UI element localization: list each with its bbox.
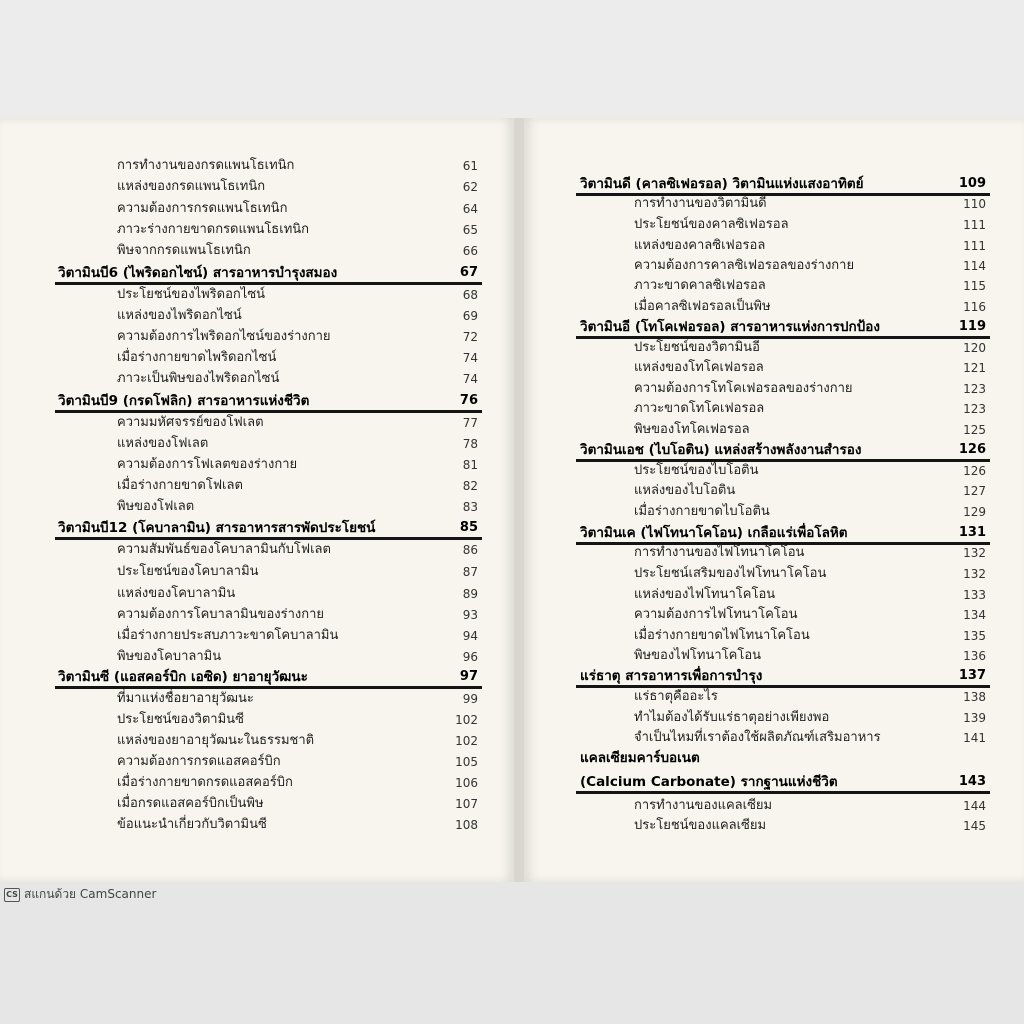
toc-entry-title: แหล่งของไฟโทนาโคโอน	[634, 587, 776, 602]
toc-entry	[117, 369, 478, 389]
toc-chapter-heading	[580, 174, 986, 194]
toc-entry-title: เมื่อร่างกายขาดกรดแอสคอร์บิก	[117, 775, 293, 790]
toc-entry-title: วิตามินบี9 (กรดโฟลิก) สารอาหารแห่งชีวิต	[58, 393, 310, 409]
toc-entry	[117, 689, 478, 709]
left-page	[0, 118, 514, 882]
toc-entry	[117, 562, 478, 582]
toc-entry-title: จำเป็นไหมที่เราต้องใช้ผลิตภัณฑ์เสริมอาหาร	[634, 730, 881, 745]
toc-entry-title: ประโยชน์ของโคบาลามิน	[117, 564, 259, 579]
toc-entry-title: วิตามินอี (โทโคเฟอรอล) สารอาหารแห่งการปกป้อง	[580, 319, 880, 335]
toc-entry-title: ทำไมต้องได้รับแร่ธาตุอย่างเพียงพอ	[634, 710, 830, 725]
toc-entry-title: เมื่อร่างกายประสบภาวะขาดโคบาลามิน	[117, 628, 339, 643]
toc-page-number: 94	[462, 629, 478, 643]
toc-entry-title: วิตามินซี (แอสคอร์บิก เอซิด) ยาอายุวัฒนะ	[58, 669, 308, 685]
toc-entry-title: พิษของโคบาลามิน	[117, 649, 222, 664]
toc-entry-title: ภาวะร่างกายขาดกรดแพนโธเทนิก	[117, 222, 310, 237]
toc-entry-title: วิตามินบี6 (ไพริดอกไซน์) สารอาหารบำรุงสมอง	[58, 265, 338, 281]
toc-page-number: 116	[963, 300, 986, 314]
toc-entry	[634, 256, 986, 276]
toc-entry-title: วิตามินบี12 (โคบาลามิน) สารอาหารสารพัดประโยชน์	[58, 520, 376, 536]
toc-entry-title: แคลเซียมคาร์บอเนต	[580, 750, 700, 766]
toc-entry-title: (Calcium Carbonate) รากฐานแห่งชีวิต	[580, 774, 838, 790]
toc-entry-title: พิษของโฟเลต	[117, 499, 195, 514]
background-bottom	[0, 882, 1024, 1024]
toc-entry-title: เมื่อคาลซิเฟอรอลเป็นพิษ	[634, 299, 771, 314]
toc-entry	[634, 543, 986, 563]
toc-entry-title: ประโยชน์ของคาลซิเฟอรอล	[634, 217, 789, 232]
toc-page-number: 127	[963, 484, 986, 498]
toc-entry-title: แหล่งของไบโอติน	[634, 483, 736, 498]
toc-entry	[634, 276, 986, 296]
toc-entry-title: ประโยชน์ของไพริดอกไซน์	[117, 287, 266, 302]
right-page	[524, 118, 1024, 882]
heading-rule	[576, 791, 990, 794]
toc-entry	[117, 220, 478, 240]
toc-page-number: 108	[455, 818, 478, 832]
toc-entry	[634, 564, 986, 584]
toc-entry	[117, 626, 478, 646]
toc-entry-title: แร่ธาตุคืออะไร	[634, 689, 718, 704]
toc-entry	[634, 626, 986, 646]
toc-entry-title: แหล่งของโคบาลามิน	[117, 586, 236, 601]
toc-page-number: 137	[958, 668, 986, 683]
toc-page-number: 114	[963, 259, 986, 273]
toc-entry-title: แหล่งของโฟเลต	[117, 436, 209, 451]
toc-entry-title: การทำงานของวิตามินดี	[634, 196, 767, 211]
toc-entry	[634, 420, 986, 440]
toc-page-number: 123	[963, 402, 986, 416]
toc-page-number: 126	[963, 464, 986, 478]
toc-page-number: 107	[455, 797, 478, 811]
toc-entry-title: พิษของโทโคเฟอรอล	[634, 422, 750, 437]
toc-entry-title: แหล่งของโทโคเฟอรอล	[634, 360, 764, 375]
book-gutter	[514, 118, 524, 882]
toc-entry-title: แหล่งของไพริดอกไซน์	[117, 308, 242, 323]
toc-entry-title: เมื่อกรดแอสคอร์บิกเป็นพิษ	[117, 796, 264, 811]
toc-entry	[634, 687, 986, 707]
toc-page-number: 97	[459, 669, 478, 684]
toc-chapter-heading	[58, 518, 478, 538]
toc-page-number: 85	[459, 520, 478, 535]
toc-entry-title: ภาวะเป็นพิษของไพริดอกไซน์	[117, 371, 280, 386]
toc-entry-title: ประโยชน์เสริมของไฟโทนาโคโอน	[634, 566, 827, 581]
toc-entry-title: เมื่อร่างกายขาดไพริดอกไซน์	[117, 350, 277, 365]
toc-chapter-heading	[580, 317, 986, 337]
toc-page-number: 132	[963, 567, 986, 581]
toc-entry	[117, 476, 478, 496]
toc-entry	[634, 194, 986, 214]
toc-entry	[634, 605, 986, 625]
toc-entry	[117, 348, 478, 368]
toc-page-number: 139	[963, 711, 986, 725]
toc-page-number: 145	[963, 819, 986, 833]
toc-entry-title: แหล่งของคาลซิเฟอรอล	[634, 238, 766, 253]
toc-entry	[117, 731, 478, 751]
toc-page-number: 86	[462, 543, 478, 557]
toc-entry	[634, 481, 986, 501]
toc-page-number: 125	[963, 423, 986, 437]
toc-chapter-heading	[580, 523, 986, 543]
toc-page-number: 83	[462, 500, 478, 514]
toc-entry-title: ความต้องการโฟเลตของร่างกาย	[117, 457, 298, 472]
toc-entry	[634, 358, 986, 378]
toc-entry-title: ที่มาแห่งชื่อยาอายุวัฒนะ	[117, 691, 254, 706]
toc-page-number: 111	[963, 218, 986, 232]
toc-page-number: 143	[958, 774, 986, 789]
toc-entry-title: แหล่งของกรดแพนโธเทนิก	[117, 179, 266, 194]
toc-page-number: 93	[462, 608, 478, 622]
toc-entry	[634, 708, 986, 728]
toc-entry	[117, 413, 478, 433]
toc-page-number: 64	[462, 202, 478, 216]
toc-entry-title: เมื่อร่างกายขาดโฟเลต	[117, 478, 243, 493]
toc-entry	[117, 241, 478, 261]
toc-entry	[634, 338, 986, 358]
toc-page-number: 77	[462, 416, 478, 430]
toc-entry	[117, 156, 478, 176]
toc-page-number: 111	[963, 239, 986, 253]
toc-page-number: 65	[462, 223, 478, 237]
toc-entry-title: พิษของไฟโทนาโคโอน	[634, 648, 762, 663]
toc-entry-title: เมื่อร่างกายขาดไฟโทนาโคโอน	[634, 628, 810, 643]
toc-page-number: 102	[455, 713, 478, 727]
toc-entry	[634, 461, 986, 481]
toc-page-number: 68	[462, 288, 478, 302]
toc-page-number: 72	[462, 330, 478, 344]
toc-entry	[634, 816, 986, 836]
toc-entry	[634, 646, 986, 666]
toc-entry-title: แหล่งของยาอายุวัฒนะในธรรมชาติ	[117, 733, 315, 748]
toc-entry-title: ประโยชน์ของวิตามินอี	[634, 340, 760, 355]
toc-entry	[117, 773, 478, 793]
toc-entry-title: ความสัมพันธ์ของโคบาลามินกับโฟเลต	[117, 542, 331, 557]
toc-entry	[117, 815, 478, 835]
toc-entry	[117, 647, 478, 667]
toc-entry	[117, 177, 478, 197]
toc-entry	[117, 605, 478, 625]
toc-entry-title: ประโยชน์ของแคลเซียม	[634, 818, 767, 833]
toc-entry	[634, 399, 986, 419]
toc-entry-title: พิษจากกรดแพนโธเทนิก	[117, 243, 251, 258]
toc-page-number: 96	[462, 650, 478, 664]
toc-entry-title: ความต้องการคาลซิเฟอรอลของร่างกาย	[634, 258, 855, 273]
toc-page-number: 81	[462, 458, 478, 472]
toc-page-number: 106	[455, 776, 478, 790]
toc-page-number: 144	[963, 799, 986, 813]
camscanner-logo-icon: CS	[4, 888, 20, 902]
toc-page-number: 131	[958, 525, 986, 540]
toc-page-number: 110	[963, 197, 986, 211]
toc-entry-title: ประโยชน์ของวิตามินซี	[117, 712, 244, 727]
toc-entry	[634, 796, 986, 816]
toc-entry	[634, 379, 986, 399]
toc-entry	[117, 285, 478, 305]
toc-page-number: 126	[958, 442, 986, 457]
toc-page-number: 132	[963, 546, 986, 560]
toc-page-number: 78	[462, 437, 478, 451]
toc-page-number: 69	[462, 309, 478, 323]
toc-page-number: 99	[462, 692, 478, 706]
toc-entry-title: ความต้องการกรดแพนโธเทนิก	[117, 201, 288, 216]
toc-page-number: 136	[963, 649, 986, 663]
toc-page-number: 105	[455, 755, 478, 769]
toc-entry	[117, 434, 478, 454]
toc-entry	[634, 297, 986, 317]
toc-entry	[634, 236, 986, 256]
toc-page-number: 76	[459, 393, 478, 408]
toc-entry-title: การทำงานของแคลเซียม	[634, 798, 773, 813]
background-top	[0, 0, 1024, 118]
toc-entry	[117, 710, 478, 730]
toc-entry-title: แร่ธาตุ สารอาหารเพื่อการบำรุง	[580, 668, 763, 684]
toc-page-number: 141	[963, 731, 986, 745]
camscanner-watermark: สแกนด้วย CamScanner	[24, 887, 157, 901]
toc-entry-title: ประโยชน์ของไบโอติน	[634, 463, 759, 478]
toc-entry-title: ความต้องการกรดแอสคอร์บิก	[117, 754, 281, 769]
toc-entry-title: ภาวะขาดโทโคเฟอรอล	[634, 401, 765, 416]
toc-page-number: 115	[963, 279, 986, 293]
toc-page-number: 67	[459, 265, 478, 280]
toc-entry	[117, 327, 478, 347]
toc-chapter-heading	[580, 440, 986, 460]
toc-entry	[117, 306, 478, 326]
toc-page-number: 119	[958, 319, 986, 334]
toc-entry	[117, 455, 478, 475]
toc-chapter-heading	[580, 772, 986, 792]
toc-entry	[117, 752, 478, 772]
toc-page-number: 109	[958, 176, 986, 191]
toc-page-number: 61	[462, 159, 478, 173]
toc-page-number: 134	[963, 608, 986, 622]
toc-page-number: 133	[963, 588, 986, 602]
toc-entry	[634, 215, 986, 235]
toc-page-number: 135	[963, 629, 986, 643]
toc-page-number: 82	[462, 479, 478, 493]
toc-chapter-heading	[580, 748, 986, 768]
toc-page-number: 87	[462, 565, 478, 579]
toc-page-number: 66	[462, 244, 478, 258]
toc-page-number: 89	[462, 587, 478, 601]
toc-page-number: 120	[963, 341, 986, 355]
toc-entry	[117, 497, 478, 517]
toc-chapter-heading	[58, 391, 478, 411]
toc-entry-title: เมื่อร่างกายขาดไบโอติน	[634, 504, 770, 519]
toc-entry-title: การทำงานของกรดแพนโธเทนิก	[117, 158, 295, 173]
toc-entry-title: ภาวะขาดคาลซิเฟอรอล	[634, 278, 766, 293]
toc-page-number: 74	[462, 351, 478, 365]
toc-entry-title: ความต้องการไพริดอกไซน์ของร่างกาย	[117, 329, 331, 344]
toc-entry	[117, 540, 478, 560]
toc-entry	[117, 794, 478, 814]
toc-page-number: 62	[462, 180, 478, 194]
toc-entry-title: วิตามินเอช (ไบโอติน) แหล่งสร้างพลังงานสำรอง	[580, 442, 862, 458]
toc-entry-title: วิตามินดี (คาลซิเฟอรอล) วิตามินแห่งแสงอาทิตย์	[580, 176, 864, 192]
toc-entry	[634, 585, 986, 605]
toc-chapter-heading	[580, 666, 986, 686]
toc-entry	[117, 199, 478, 219]
toc-entry-title: ข้อแนะนำเกี่ยวกับวิตามินซี	[117, 817, 267, 832]
toc-entry	[634, 502, 986, 522]
toc-entry-title: วิตามินเค (ไฟโทนาโคโอน) เกลือแร่เพื่อโลหิต	[580, 525, 848, 541]
toc-page-number: 102	[455, 734, 478, 748]
toc-page-number: 123	[963, 382, 986, 396]
toc-chapter-heading	[58, 667, 478, 687]
toc-page-number: 74	[462, 372, 478, 386]
toc-entry	[634, 728, 986, 748]
toc-page-number: 129	[963, 505, 986, 519]
toc-entry-title: ความต้องการโทโคเฟอรอลของร่างกาย	[634, 381, 853, 396]
toc-entry-title: ความต้องการโคบาลามินของร่างกาย	[117, 607, 325, 622]
toc-entry-title: ความต้องการไฟโทนาโคโอน	[634, 607, 798, 622]
toc-entry-title: การทำงานของไฟโทนาโคโอน	[634, 545, 805, 560]
toc-entry	[117, 584, 478, 604]
toc-page-number: 121	[963, 361, 986, 375]
toc-page-number: 138	[963, 690, 986, 704]
toc-entry-title: ความมหัศจรรย์ของโฟเลต	[117, 415, 264, 430]
toc-chapter-heading	[58, 263, 478, 283]
